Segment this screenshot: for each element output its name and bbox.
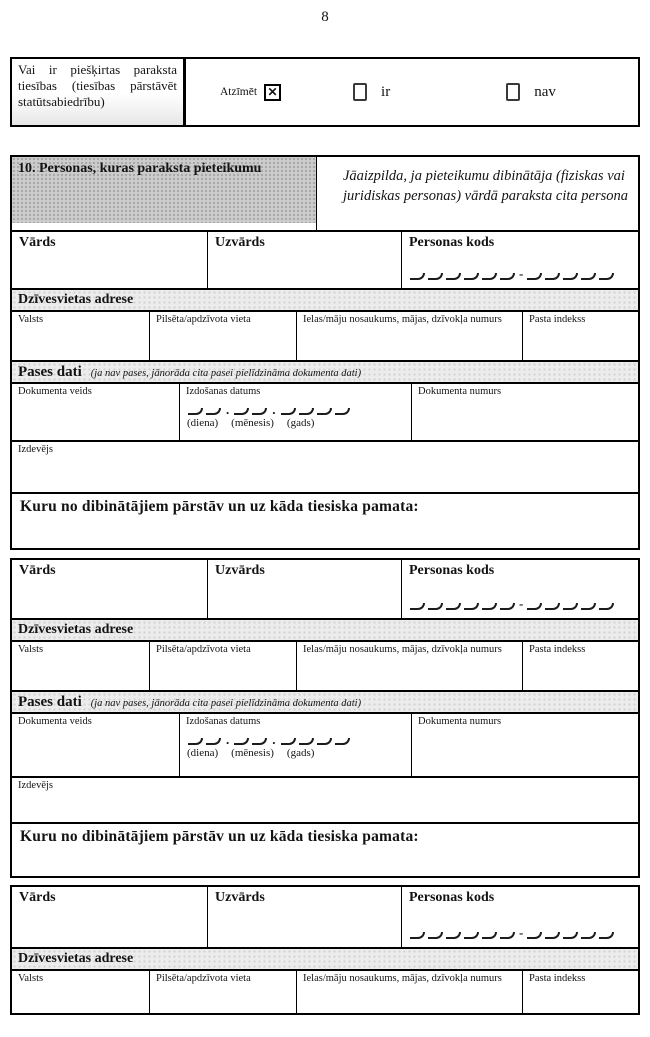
passport-section-bar bbox=[12, 360, 638, 382]
personal-code-guides bbox=[410, 925, 617, 940]
menesis-label: (mēnesis) bbox=[231, 747, 274, 759]
pilseta-cell bbox=[150, 312, 297, 360]
dokumenta-numurs-cell bbox=[412, 384, 638, 440]
vards-cell bbox=[12, 232, 208, 288]
code-guides-right bbox=[527, 273, 617, 280]
signature-rights-options bbox=[186, 59, 638, 125]
personas-kods-label: Personas kods bbox=[409, 890, 495, 905]
uzvards-label: Uzvārds bbox=[215, 235, 265, 250]
code-guides-left bbox=[410, 932, 518, 939]
ir-checkbox bbox=[353, 83, 367, 101]
dokumenta-veids-label: Dokumenta veids bbox=[18, 716, 92, 727]
vards-cell bbox=[12, 887, 208, 947]
dokumenta-veids-cell bbox=[12, 384, 180, 440]
dokumenta-veids-cell bbox=[12, 714, 180, 776]
representation-label: Kuru no dibinātājiem pārstāv un uz kāda tiesiska pamata: bbox=[20, 828, 419, 845]
uzvards-cell bbox=[208, 232, 402, 288]
valsts-label: Valsts bbox=[18, 314, 44, 325]
mark-example-group bbox=[220, 84, 281, 101]
date-separator: . bbox=[272, 732, 276, 747]
code-guides-left bbox=[410, 273, 518, 280]
atzimet-label: Atzīmēt bbox=[220, 86, 258, 98]
pasta-indekss-cell bbox=[523, 642, 638, 690]
passport-row bbox=[12, 382, 638, 440]
signature-rights-box bbox=[10, 57, 640, 127]
month-guides bbox=[234, 408, 270, 415]
pases-dati-note: (ja nav pases, jānorāda cita pasei pielīdzināma dokumenta dati) bbox=[90, 697, 362, 709]
year-guides bbox=[281, 408, 353, 415]
ielas-cell bbox=[297, 312, 523, 360]
representation-row bbox=[12, 822, 638, 876]
page-number: 8 bbox=[321, 9, 329, 25]
code-hyphen: - bbox=[519, 266, 524, 281]
passport-section-bar bbox=[12, 690, 638, 712]
valsts-cell bbox=[12, 312, 150, 360]
nav-checkbox bbox=[506, 83, 520, 101]
code-guides-right bbox=[527, 932, 617, 939]
halftone-shading bbox=[12, 157, 316, 223]
issue-date-guides bbox=[180, 402, 411, 417]
name-row bbox=[12, 230, 638, 288]
ielas-label: Ielas/māju nosaukums, mājas, dzīvokļa numurs bbox=[303, 314, 502, 325]
code-guides-right bbox=[527, 603, 617, 610]
gads-label: (gads) bbox=[286, 417, 315, 429]
date-part-labels bbox=[180, 417, 411, 429]
date-separator: . bbox=[226, 402, 230, 417]
dokumenta-numurs-label: Dokumenta numurs bbox=[418, 386, 502, 397]
ir-label: ir bbox=[381, 83, 391, 100]
diena-label: (diena) bbox=[187, 417, 219, 429]
section10-title: 10. Personas, kuras paraksta pieteikumu bbox=[18, 161, 262, 176]
year-guides bbox=[281, 738, 353, 745]
valsts-cell bbox=[12, 971, 150, 1013]
ielas-cell bbox=[297, 642, 523, 690]
personal-code-guides bbox=[410, 596, 617, 611]
person-block-3 bbox=[10, 885, 640, 1015]
uzvards-cell bbox=[208, 560, 402, 618]
uzvards-label: Uzvārds bbox=[215, 890, 265, 905]
code-hyphen: - bbox=[519, 596, 524, 611]
personas-kods-cell bbox=[402, 560, 638, 618]
pasta-indekss-label: Pasta indekss bbox=[529, 973, 586, 984]
pases-dati-title: Pases dati bbox=[18, 693, 82, 710]
option-nav bbox=[506, 83, 556, 101]
izdevejs-row bbox=[12, 440, 638, 492]
diena-label: (diena) bbox=[187, 747, 219, 759]
checked-checkbox-icon: ✕ bbox=[264, 84, 281, 101]
section10-note: Jāaizpilda, ja pieteikumu dibinātāja (fiziskas vai juridiskas personas) vārdā paraksta cita persona bbox=[343, 168, 629, 204]
address-title: Dzīvesvietas adrese bbox=[18, 951, 134, 966]
pasta-indekss-cell bbox=[523, 971, 638, 1013]
ielas-cell bbox=[297, 971, 523, 1013]
code-hyphen: - bbox=[519, 925, 524, 940]
uzvards-cell bbox=[208, 887, 402, 947]
name-row bbox=[12, 887, 638, 947]
vards-cell bbox=[12, 560, 208, 618]
gads-label: (gads) bbox=[286, 747, 315, 759]
valsts-label: Valsts bbox=[18, 973, 44, 984]
personas-kods-label: Personas kods bbox=[409, 563, 495, 578]
month-guides bbox=[234, 738, 270, 745]
izdosanas-datums-label: Izdošanas datums bbox=[186, 716, 261, 727]
person-block-1 bbox=[10, 155, 640, 550]
vards-label: Vārds bbox=[19, 563, 56, 578]
section10-header-row bbox=[12, 157, 638, 230]
address-row bbox=[12, 969, 638, 1013]
address-section-bar bbox=[12, 288, 638, 310]
representation-row bbox=[12, 492, 638, 548]
dokumenta-numurs-label: Dokumenta numurs bbox=[418, 716, 502, 727]
pilseta-label: Pilsēta/apdzīvota vieta bbox=[156, 973, 251, 984]
pases-dati-title: Pases dati bbox=[18, 363, 82, 380]
personas-kods-cell bbox=[402, 232, 638, 288]
pasta-indekss-cell bbox=[523, 312, 638, 360]
pilseta-label: Pilsēta/apdzīvota vieta bbox=[156, 644, 251, 655]
date-separator: . bbox=[272, 402, 276, 417]
date-part-labels bbox=[180, 747, 411, 759]
option-ir bbox=[353, 83, 390, 101]
name-row bbox=[12, 560, 638, 618]
dokumenta-numurs-cell bbox=[412, 714, 638, 776]
ielas-label: Ielas/māju nosaukums, mājas, dzīvokļa numurs bbox=[303, 973, 502, 984]
address-section-bar bbox=[12, 947, 638, 969]
day-guides bbox=[188, 408, 224, 415]
valsts-cell bbox=[12, 642, 150, 690]
pilseta-cell bbox=[150, 642, 297, 690]
personal-code-guides bbox=[410, 266, 617, 281]
izdevejs-label: Izdevējs bbox=[18, 444, 53, 455]
izdevejs-label: Izdevējs bbox=[18, 780, 53, 791]
passport-row bbox=[12, 712, 638, 776]
section10-title-cell bbox=[12, 157, 317, 230]
date-separator: . bbox=[226, 732, 230, 747]
izdosanas-datums-cell bbox=[180, 384, 412, 440]
address-title: Dzīvesvietas adrese bbox=[18, 622, 134, 637]
code-guides-left bbox=[410, 603, 518, 610]
pilseta-cell bbox=[150, 971, 297, 1013]
izdosanas-datums-cell bbox=[180, 714, 412, 776]
pasta-indekss-label: Pasta indekss bbox=[529, 314, 586, 325]
valsts-label: Valsts bbox=[18, 644, 44, 655]
address-row bbox=[12, 640, 638, 690]
pasta-indekss-label: Pasta indekss bbox=[529, 644, 586, 655]
personas-kods-label: Personas kods bbox=[409, 235, 495, 250]
vards-label: Vārds bbox=[19, 890, 56, 905]
address-row bbox=[12, 310, 638, 360]
pases-dati-note: (ja nav pases, jānorāda cita pasei pielīdzināma dokumenta dati) bbox=[90, 367, 362, 379]
uzvards-label: Uzvārds bbox=[215, 563, 265, 578]
nav-label: nav bbox=[534, 83, 556, 100]
menesis-label: (mēnesis) bbox=[231, 417, 274, 429]
izdosanas-datums-label: Izdošanas datums bbox=[186, 386, 261, 397]
ielas-label: Ielas/māju nosaukums, mājas, dzīvokļa numurs bbox=[303, 644, 502, 655]
pilseta-label: Pilsēta/apdzīvota vieta bbox=[156, 314, 251, 325]
vards-label: Vārds bbox=[19, 235, 56, 250]
person-block-2 bbox=[10, 558, 640, 878]
dokumenta-veids-label: Dokumenta veids bbox=[18, 386, 92, 397]
day-guides bbox=[188, 738, 224, 745]
personas-kods-cell bbox=[402, 887, 638, 947]
representation-label: Kuru no dibinātājiem pārstāv un uz kāda tiesiska pamata: bbox=[20, 498, 419, 515]
izdevejs-row bbox=[12, 776, 638, 822]
signature-rights-question: Vai ir piešķirtas paraksta tiesības (tiesības pārstāvēt statūtsabiedrību) bbox=[12, 59, 186, 125]
address-section-bar bbox=[12, 618, 638, 640]
address-title: Dzīvesvietas adrese bbox=[18, 292, 134, 307]
issue-date-guides bbox=[180, 732, 411, 747]
